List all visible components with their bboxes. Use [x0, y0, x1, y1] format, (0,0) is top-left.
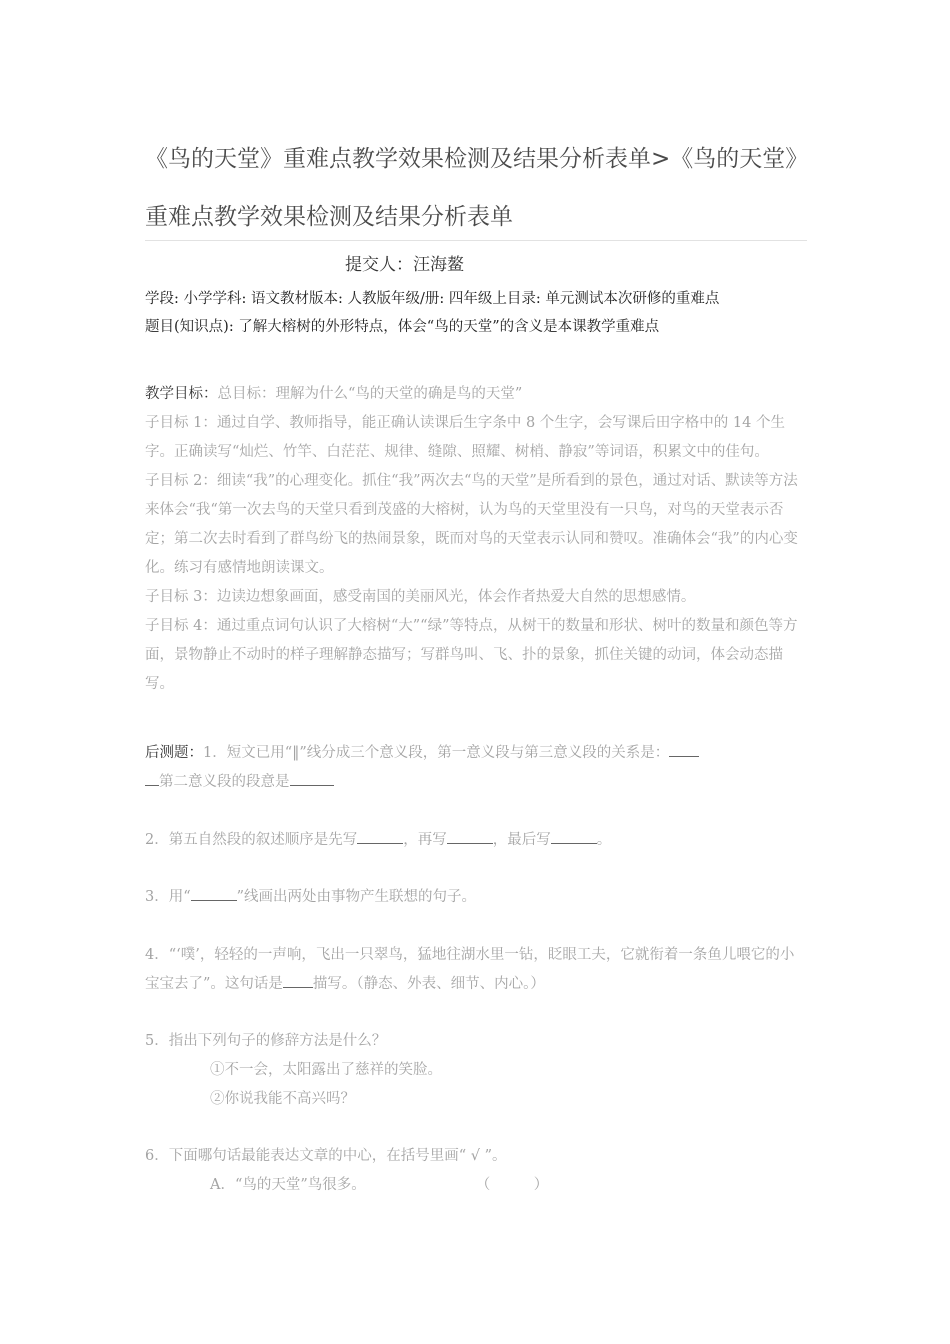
question-2-text-2: ，再写	[403, 832, 447, 848]
question-3-text-2: ”线画出两处由事物产生联想的句子。	[236, 889, 477, 905]
sub-goal-4: 子目标 4：通过重点词句认识了大榕树“大”“绿”等特点，从树干的数量和形状、树叶的数量和颜色等方面，景物静止不动时的样子理解静态描写；写群鸟叫、飞、扑的景象，抓住关键的动词，体会动态描写。	[145, 618, 798, 692]
question-5-item-2: ②你说我能不高兴吗？	[210, 1091, 355, 1107]
question-2	[145, 826, 807, 855]
question-3	[145, 883, 807, 912]
question-4-text: 4．“‘噗’，轻轻的一声响，飞出一只翠鸟，猛地往湖水里一钻，眨眼工夫，它就衔着一条鱼儿喂它的小宝宝去了”。这句话是	[145, 947, 795, 992]
title-divider	[145, 240, 807, 241]
question-2-text-4: 。	[596, 832, 612, 848]
page-title: 《鸟的天堂》重难点教学效果检测及结果分析表单>《鸟的天堂》重难点教学效果检测及结果分析表单	[145, 146, 797, 230]
answer-blank[interactable]	[145, 769, 159, 786]
question-4-text-2: 描写。（静态、外表、细节、内心。）	[312, 976, 545, 992]
question-3-text: 3．用“	[145, 889, 191, 905]
meta-line-2: 题目(知识点): 了解大榕树的外形特点，体会“鸟的天堂”的含义是本课教学重难点	[145, 319, 660, 335]
answer-blank[interactable]	[551, 827, 597, 844]
overall-goal-text: 总目标：理解为什么“鸟的天堂的确是鸟的天堂”	[217, 386, 523, 402]
answer-blank[interactable]	[447, 827, 493, 844]
sub-goal-3: 子目标 3：边读边想象画面，感受南国的美丽风光，体会作者热爱大自然的思想感情。	[145, 589, 696, 605]
question-5-item-1: ①不一会，太阳露出了慈祥的笑脸。	[210, 1062, 442, 1078]
answer-blank[interactable]	[283, 971, 313, 988]
overall-goal	[145, 380, 807, 409]
answer-blank[interactable]	[357, 827, 403, 844]
question-2-text: 2．第五自然段的叙述顺序是先写	[145, 832, 358, 848]
question-4	[145, 941, 807, 999]
answer-blank[interactable]	[191, 884, 237, 901]
post-test	[145, 739, 807, 1200]
sub-goal-1: 子目标 1：通过自学、教师指导，能正确认读课后生字条中 8 个生字，会写课后田字格中的 14 个生字。正确读写“灿烂、竹竿、白茫茫、规律、缝隙、照耀、树梢、静寂”等词语，积累文中的佳句。	[145, 415, 785, 460]
goals-label: 教学目标：	[145, 386, 218, 402]
question-1-text-2: 第二意义段的段意是	[159, 774, 290, 790]
option-a-checkbox[interactable]: （ ）	[475, 1177, 549, 1193]
question-1-text: 1．短文已用“‖”线分成三个意义段，第一意义段与第三意义段的关系是：	[203, 745, 670, 761]
submitter: 提交人：汪海鳌	[345, 255, 464, 275]
post-test-label: 后测题：	[145, 745, 203, 761]
sub-goal-2: 子目标 2：细读“我”的心理变化。抓住“我”两次去“鸟的天堂”是所看到的景色，通过对话、默读等方法来体会“我“第一次去鸟的天堂只看到茂盛的大榕树，认为鸟的天堂里没有一只鸟，对鸟的天堂表示否定；第二次去时看到了群鸟纷飞的热闹景象，既而对鸟的天堂表示认同和赞叹。准确体会“我”的内心变化。练习有感情地朗读课文。	[145, 473, 798, 576]
meta-info	[145, 285, 807, 341]
question-6-option-a	[145, 1171, 807, 1200]
teaching-goals	[145, 380, 807, 699]
answer-blank[interactable]	[669, 740, 699, 757]
question-2-text-3: ，最后写	[492, 832, 551, 848]
question-1	[145, 739, 807, 797]
answer-blank[interactable]	[290, 769, 334, 786]
question-6: 6．下面哪句话最能表达文章的中心，在括号里画“ √ ”。	[145, 1148, 507, 1164]
meta-line-1: 学段: 小学学科: 语文教材版本: 人教版年级/册: 四年级上目录: 单元测试本次研修的重难点	[145, 291, 720, 307]
question-5: 5．指出下列句子的修辞方法是什么？	[145, 1033, 387, 1049]
option-a-text: A．“鸟的天堂”鸟很多。	[210, 1177, 366, 1193]
